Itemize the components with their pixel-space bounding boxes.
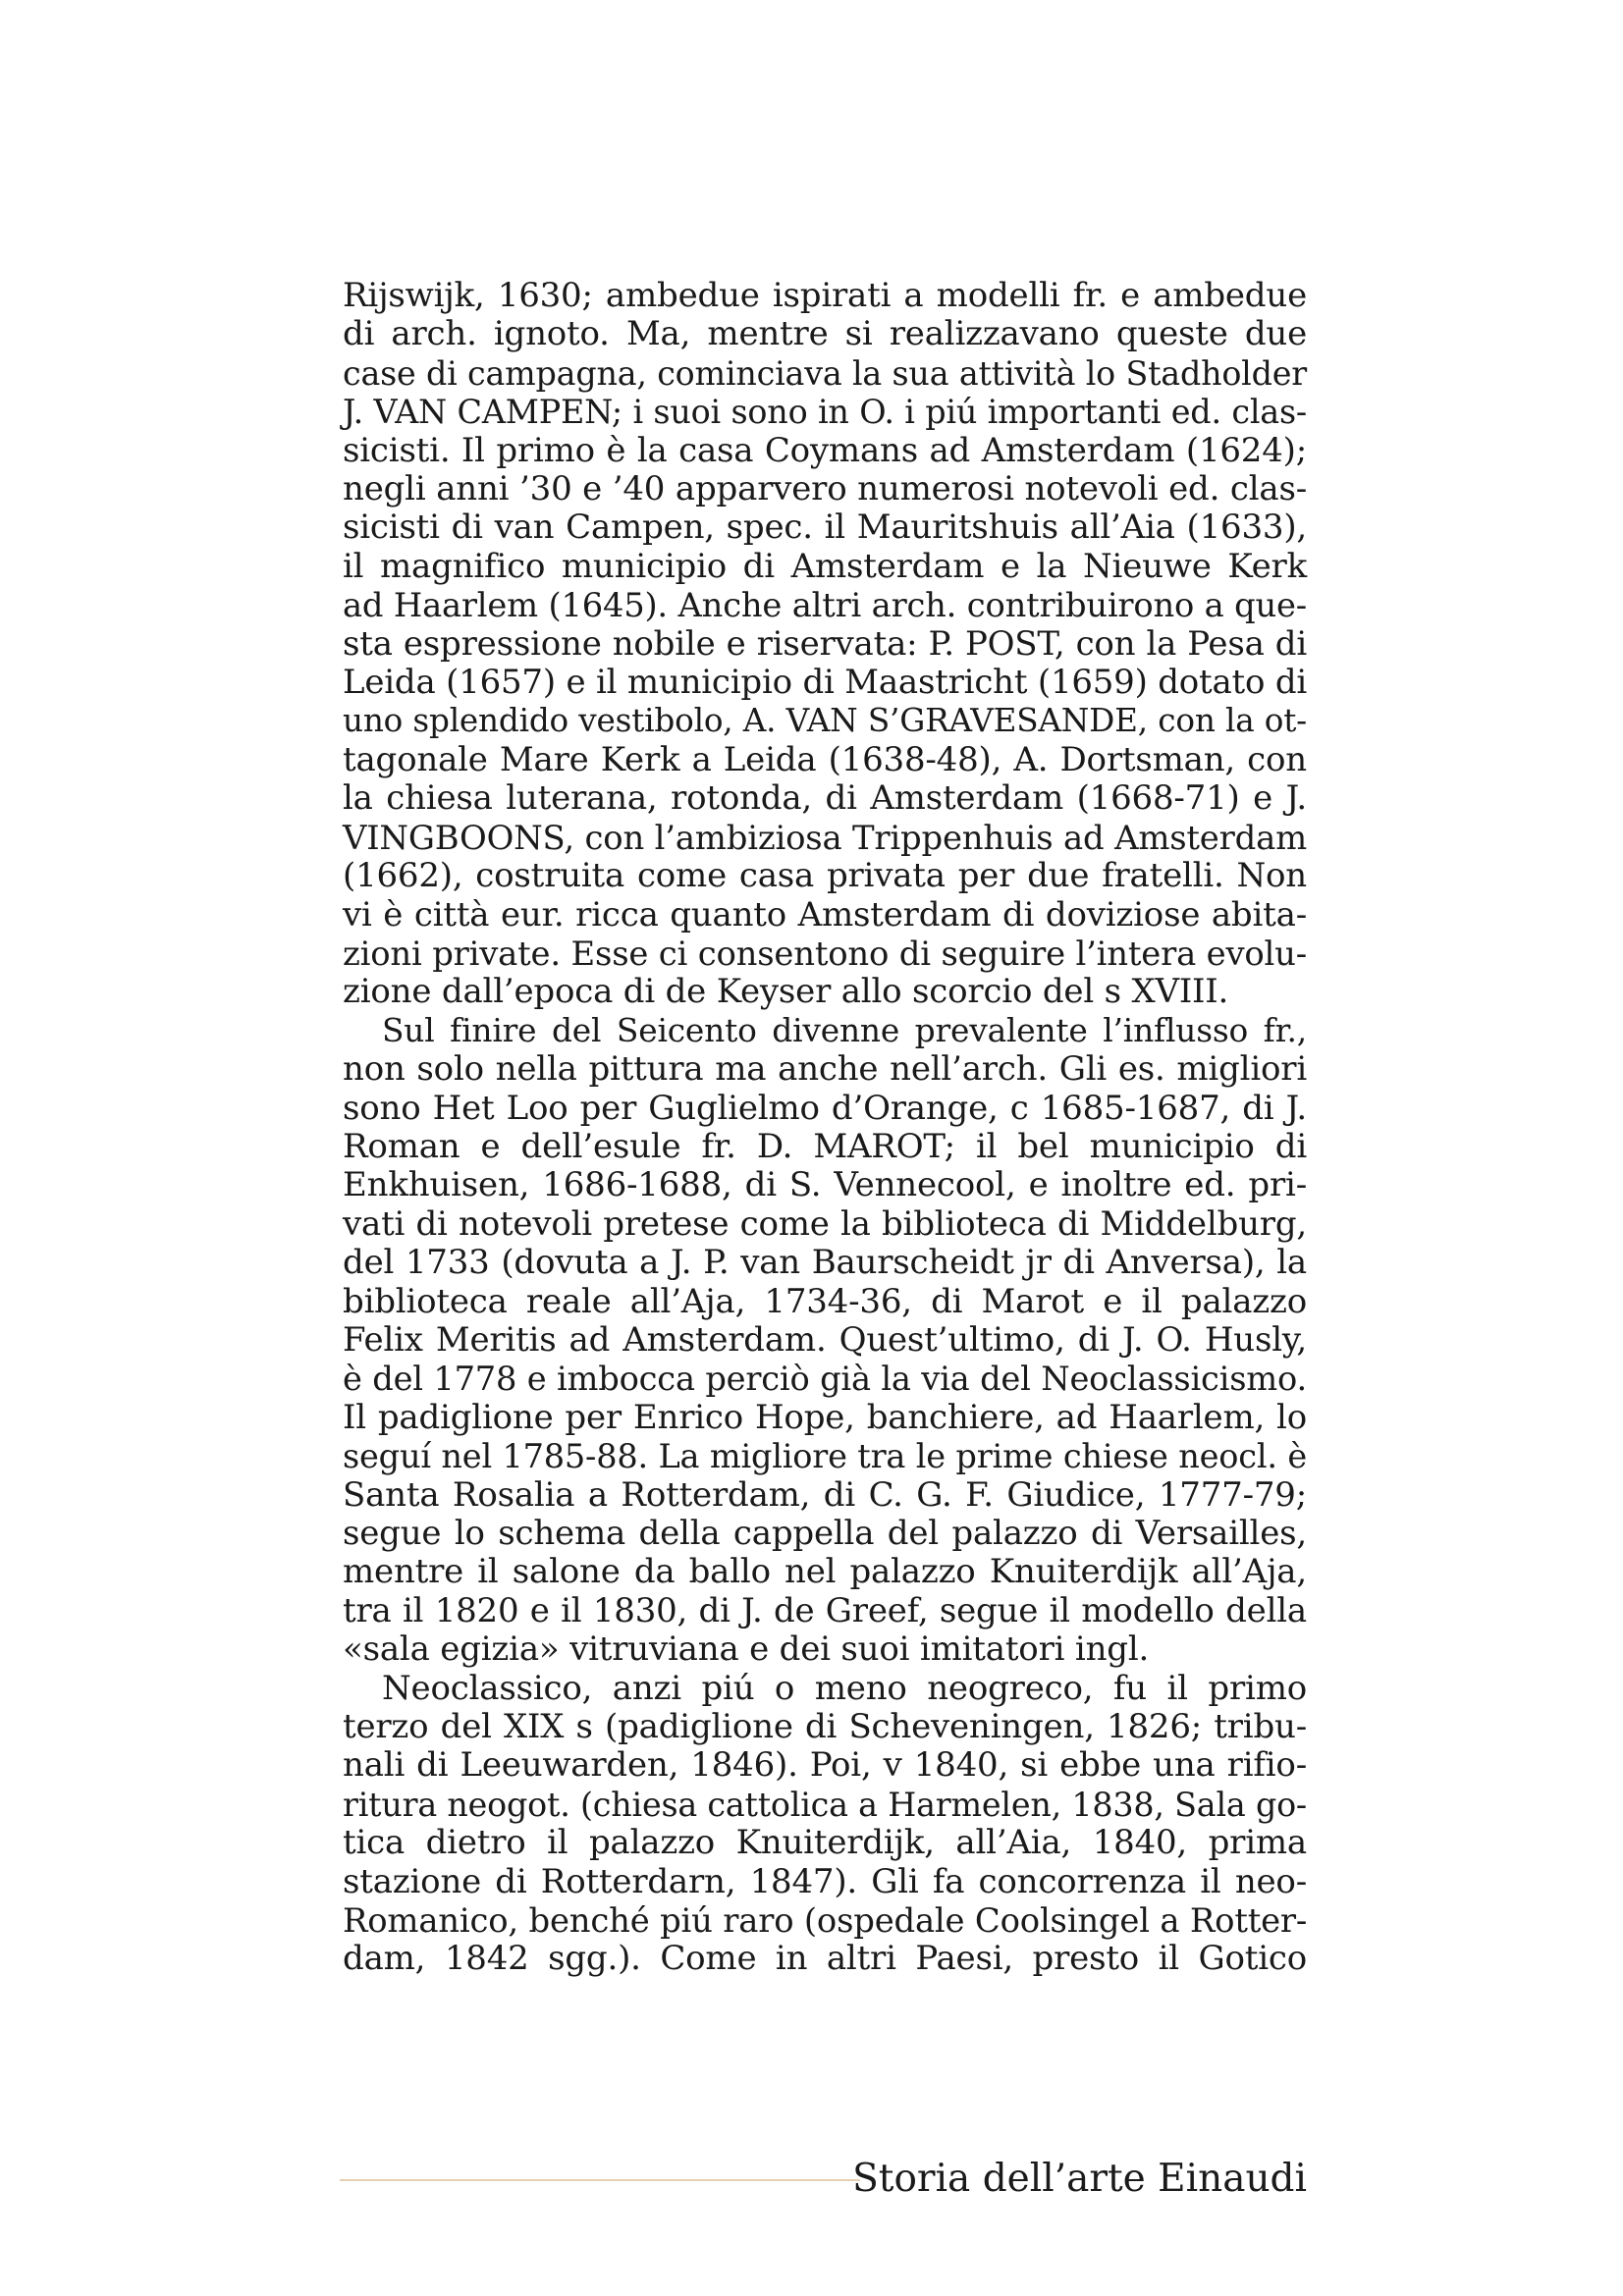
text-line: «sala egizia» vitruviana e dei suoi imitatori ingl. <box>343 1629 1150 1670</box>
text-line: Leida (1657) e il municipio di Maastricht (1659) dotato di <box>343 663 1308 703</box>
text-line: Romanico, benché piú raro (ospedale Coolsingel a Rotter- <box>343 1901 1308 1941</box>
text-line: Rijswijk, 1630; ambedue ispirati a modelli fr. e ambedue <box>343 276 1307 315</box>
text-line: nali di Leeuwarden, 1846). Poi, v 1840, si ebbe una rifio- <box>343 1745 1307 1786</box>
text-line: sicisti di van Campen, spec. il Mauritshuis all’Aia (1633), <box>343 507 1307 548</box>
text-line: tica dietro il palazzo Knuiterdijk, all’Aia, 1840, prima <box>343 1823 1307 1863</box>
text-line: sta espressione nobile e riservata: P. POST, con la Pesa di <box>343 623 1307 664</box>
text-line: vati di notevoli pretese come la biblioteca di Middelburg, <box>343 1203 1307 1244</box>
text-line: vi è città eur. ricca quanto Amsterdam di doviziose abita- <box>343 894 1307 934</box>
text-line: Santa Rosalia a Rotterdam, di C. G. F. Giudice, 1777-79; <box>343 1474 1307 1515</box>
text-line: (1662), costruita come casa privata per due fratelli. Non <box>343 856 1307 896</box>
text-line: Il padiglione per Enrico Hope, banchiere, ad Haarlem, lo <box>343 1397 1307 1437</box>
text-line: il magnifico municipio di Amsterdam e la Nieuwe Kerk <box>343 546 1307 586</box>
text-line: stazione di Rotterdarn, 1847). Gli fa concorrenza il neo- <box>343 1861 1307 1901</box>
publication-title: Storia dell’arte Einaudi <box>852 2157 1307 2201</box>
text-line: dam, 1842 sgg.). Come in altri Paesi, presto il Gotico <box>343 1939 1307 1979</box>
text-line: uno splendido vestibolo, A. VAN S’GRAVESANDE, con la ot- <box>343 702 1307 740</box>
text-line: Neoclassico, anzi piú o meno neogreco, fu il primo <box>382 1668 1307 1708</box>
text-line: Sul finire del Seicento divenne prevalente l’influsso fr., <box>382 1011 1307 1049</box>
page-footer <box>340 2155 1307 2204</box>
text-line: segue lo schema della cappella del palazzo di Versailles, <box>343 1514 1307 1553</box>
text-line: VINGBOONS, con l’ambiziosa Trippenhuis ad Amsterdam <box>343 818 1307 857</box>
text-line: biblioteca reale all’Aja, 1734-36, di Marot e il palazzo <box>343 1281 1307 1321</box>
text-line: di arch. ignoto. Ma, mentre si realizzavano queste due <box>343 314 1307 354</box>
footer-rule <box>340 2179 860 2181</box>
text-line: zione dall’epoca di de Keyser allo scorcio del s XVIII. <box>343 972 1229 1012</box>
text-line: seguí nel 1785-88. La migliore tra le prime chiese neocl. è <box>343 1437 1307 1476</box>
text-line: è del 1778 e imbocca perciò già la via del Neoclassicismo. <box>343 1360 1307 1399</box>
text-line: sono Het Loo per Guglielmo d’Orange, c 1685-1687, di J. <box>343 1088 1307 1128</box>
text-line: tagonale Mare Kerk a Leida (1638-48), A. Dortsman, con <box>343 739 1307 779</box>
text-line: mentre il salone da ballo nel palazzo Knuiterdijk all’Aja, <box>343 1552 1307 1592</box>
text-line: J. VAN CAMPEN; i suoi sono in O. i piú importanti ed. clas- <box>343 393 1307 432</box>
text-line: la chiesa luterana, rotonda, di Amsterdam (1668-71) e J. <box>343 778 1307 819</box>
text-line: case di campagna, cominciava la sua attività lo Stadholder <box>343 353 1307 393</box>
text-line: ritura neogot. (chiesa cattolica a Harmelen, 1838, Sala go- <box>343 1785 1307 1824</box>
text-line: sicisti. Il primo è la casa Coymans ad Amsterdam (1624); <box>343 430 1307 470</box>
text-line: terzo del XIX s (padiglione di Scheveningen, 1826; tribu- <box>343 1707 1307 1747</box>
text-line: Felix Meritis ad Amsterdam. Quest’ultimo, di J. O. Husly, <box>343 1319 1307 1360</box>
text-line: non solo nella pittura ma anche nell’arch. Gli es. migliori <box>343 1049 1307 1090</box>
text-line: Enkhuisen, 1686-1688, di S. Vennecool, e inoltre ed. pri- <box>343 1165 1307 1205</box>
text-line: negli anni ’30 e ’40 apparvero numerosi notevoli ed. clas- <box>343 469 1307 509</box>
body-text <box>343 277 1307 1979</box>
text-line: zioni private. Esse ci consentono di seguire l’intera evolu- <box>343 934 1307 973</box>
text-line: del 1733 (dovuta a J. P. van Baurscheidt jr di Anversa), la <box>343 1243 1307 1283</box>
text-line: ad Haarlem (1645). Anche altri arch. contribuirono a que- <box>343 586 1307 625</box>
text-line: tra il 1820 e il 1830, di J. de Greef, segue il modello della <box>343 1590 1307 1630</box>
text-line: Roman e dell’esule fr. D. MAROT; il bel municipio di <box>343 1126 1307 1166</box>
